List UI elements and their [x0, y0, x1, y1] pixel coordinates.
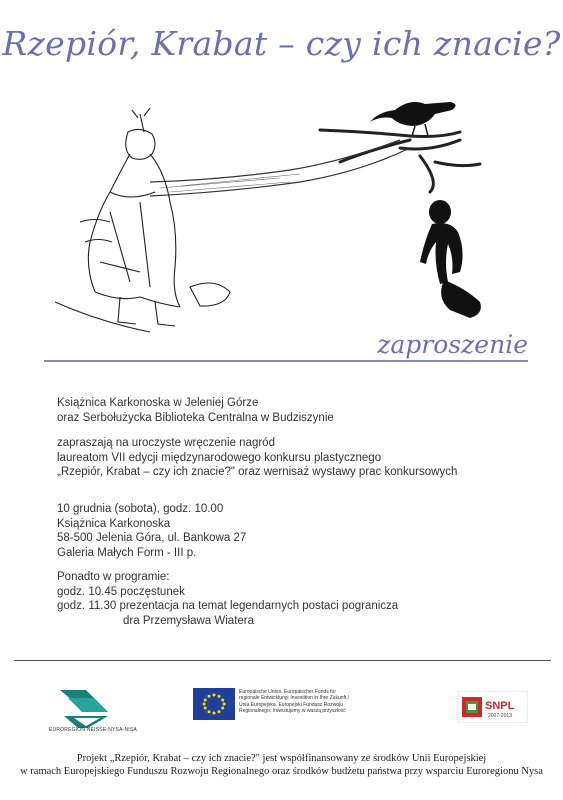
divider — [44, 360, 528, 362]
rzepior-figure — [55, 108, 230, 332]
snpl-years: 2007-2013 — [488, 713, 512, 719]
event-address: 58-500 Jelenia Góra, ul. Bankowa 27 — [57, 532, 247, 544]
outstretched-arm — [150, 140, 410, 196]
illustration — [40, 92, 520, 342]
krabat-silhouette — [420, 200, 481, 318]
invitation-line: laureatom VII edycji międzynarodowego konkursu plastycznego — [57, 451, 382, 464]
snpl-logo-icon — [458, 691, 528, 723]
invitation-line: „Rzepiór, Krabat – czy ich znacie?" oraz wernisaż wystawy prac konkursowych — [57, 466, 458, 478]
event-room: Galeria Małych Form - III p. — [57, 546, 197, 559]
organizer-line: Książnica Karkonoska w Jeleniej Górze — [57, 397, 259, 409]
snpl-label: SNPL — [485, 700, 515, 712]
invitation-label: zaproszenie — [377, 330, 528, 359]
invitation-block — [57, 436, 457, 480]
program-block — [57, 570, 398, 628]
invitation-line: zapraszają na uroczyste wręczenie nagród — [57, 437, 275, 449]
program-item: godz. 11.30 prezentacja na temat legendarnych postaci pogranicza — [57, 600, 399, 612]
euroregion-caption: EUROREGION NEISSE-NYSA-NISA — [49, 727, 137, 733]
program-presenter: dra Przemysława Wiatera — [123, 614, 255, 627]
branch — [320, 130, 480, 192]
event-date: 10 grudnia (sobota), godz. 10.00 — [57, 503, 224, 515]
footer-line: Projekt „Rzepiór, Krabat – czy ich znacie?" jest współfinansowany ze środków Unii Europejskiej — [76, 753, 487, 764]
crow-icon — [370, 102, 456, 136]
event-venue: Książnica Karkonoska — [57, 517, 171, 530]
program-item: godz. 10.45 poczęstunek — [57, 585, 185, 598]
eu-text-line: Regionalnego: Inwestujemy w waszą przyszłość — [239, 707, 346, 714]
footer — [0, 752, 563, 778]
page-title: Rzepiór, Krabat – czy ich znacie? — [2, 24, 561, 63]
eu-text-line: Unia Europejska. Europejski Fundusz Rozwoju — [239, 701, 343, 708]
eu-fund-text — [239, 689, 379, 714]
program-heading: Ponadto w programie: — [57, 571, 170, 583]
eu-text-line: Europäische Union. Europäischer Fonds für — [239, 689, 336, 695]
footer-line: w ramach Europejskiego Funduszu Rozwoju Regionalnego oraz środków budżetu państwa przy wsparciu Euroregionu Nysa — [20, 766, 543, 777]
footer-divider — [14, 660, 551, 661]
eu-text-line: regionale Entwicklung: Investition in Ihre Zukunft / — [239, 695, 350, 702]
organizers-block — [57, 396, 334, 425]
organizer-line: oraz Serbołużycka Biblioteka Centralna w Budziszynie — [57, 411, 334, 424]
eu-flag-icon — [193, 688, 235, 720]
event-details-block — [57, 502, 246, 560]
